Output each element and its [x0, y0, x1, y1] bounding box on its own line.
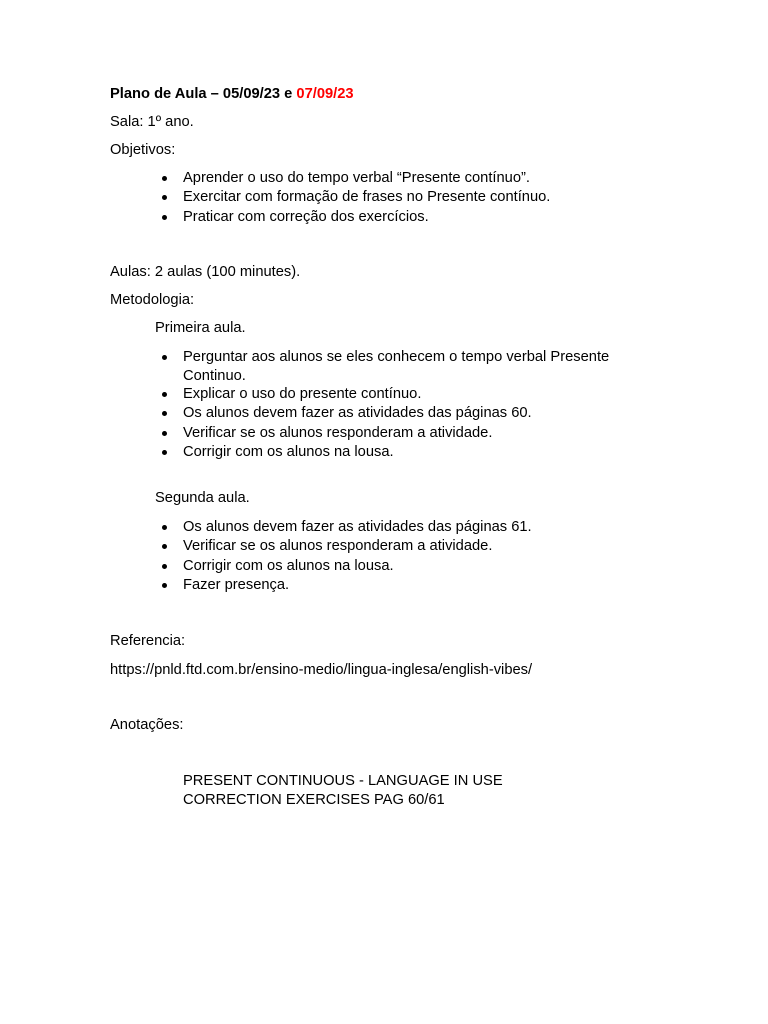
objetivos-list [160, 169, 550, 227]
list-item: Verificar se os alunos responderam a atividade. [160, 424, 653, 443]
segunda-aula-heading: Segunda aula. [155, 490, 250, 506]
segunda-aula-list [160, 518, 532, 596]
list-item: Fazer presença. [160, 576, 532, 595]
lesson-plan-title [110, 85, 354, 103]
sala-line: Sala: 1º ano. [110, 114, 194, 130]
title-highlight-date: 07/09/23 [296, 86, 354, 102]
list-item: Os alunos devem fazer as atividades das páginas 61. [160, 518, 532, 537]
list-item: Praticar com correção dos exercícios. [160, 208, 550, 227]
anotacoes-heading: Anotações: [110, 717, 184, 733]
primeira-aula-list [160, 348, 653, 463]
annotation-line: CORRECTION EXERCISES PAG 60/61 [183, 792, 445, 808]
annotation-line: PRESENT CONTINUOUS - LANGUAGE IN USE [183, 773, 503, 789]
list-item: Aprender o uso do tempo verbal “Presente contínuo”. [160, 169, 550, 188]
list-item: Verificar se os alunos responderam a atividade. [160, 537, 532, 556]
list-item: Exercitar com formação de frases no Presente contínuo. [160, 188, 550, 207]
referencia-heading: Referencia: [110, 633, 186, 649]
list-item: Perguntar aos alunos se eles conhecem o tempo verbal Presente Continuo. [160, 348, 653, 385]
list-item: Corrigir com os alunos na lousa. [160, 557, 532, 576]
aulas-line: Aulas: 2 aulas (100 minutes). [110, 264, 301, 280]
referencia-url: https://pnld.ftd.com.br/ensino-medio/lingua-inglesa/english-vibes/ [110, 662, 533, 678]
primeira-aula-heading: Primeira aula. [155, 320, 246, 336]
title-text: Plano de Aula – 05/09/23 e [110, 86, 297, 102]
list-item: Explicar o uso do presente contínuo. [160, 385, 653, 404]
list-item: Os alunos devem fazer as atividades das páginas 60. [160, 404, 653, 423]
list-item: Corrigir com os alunos na lousa. [160, 443, 653, 462]
metodologia-heading: Metodologia: [110, 292, 195, 308]
objetivos-heading: Objetivos: [110, 142, 176, 158]
